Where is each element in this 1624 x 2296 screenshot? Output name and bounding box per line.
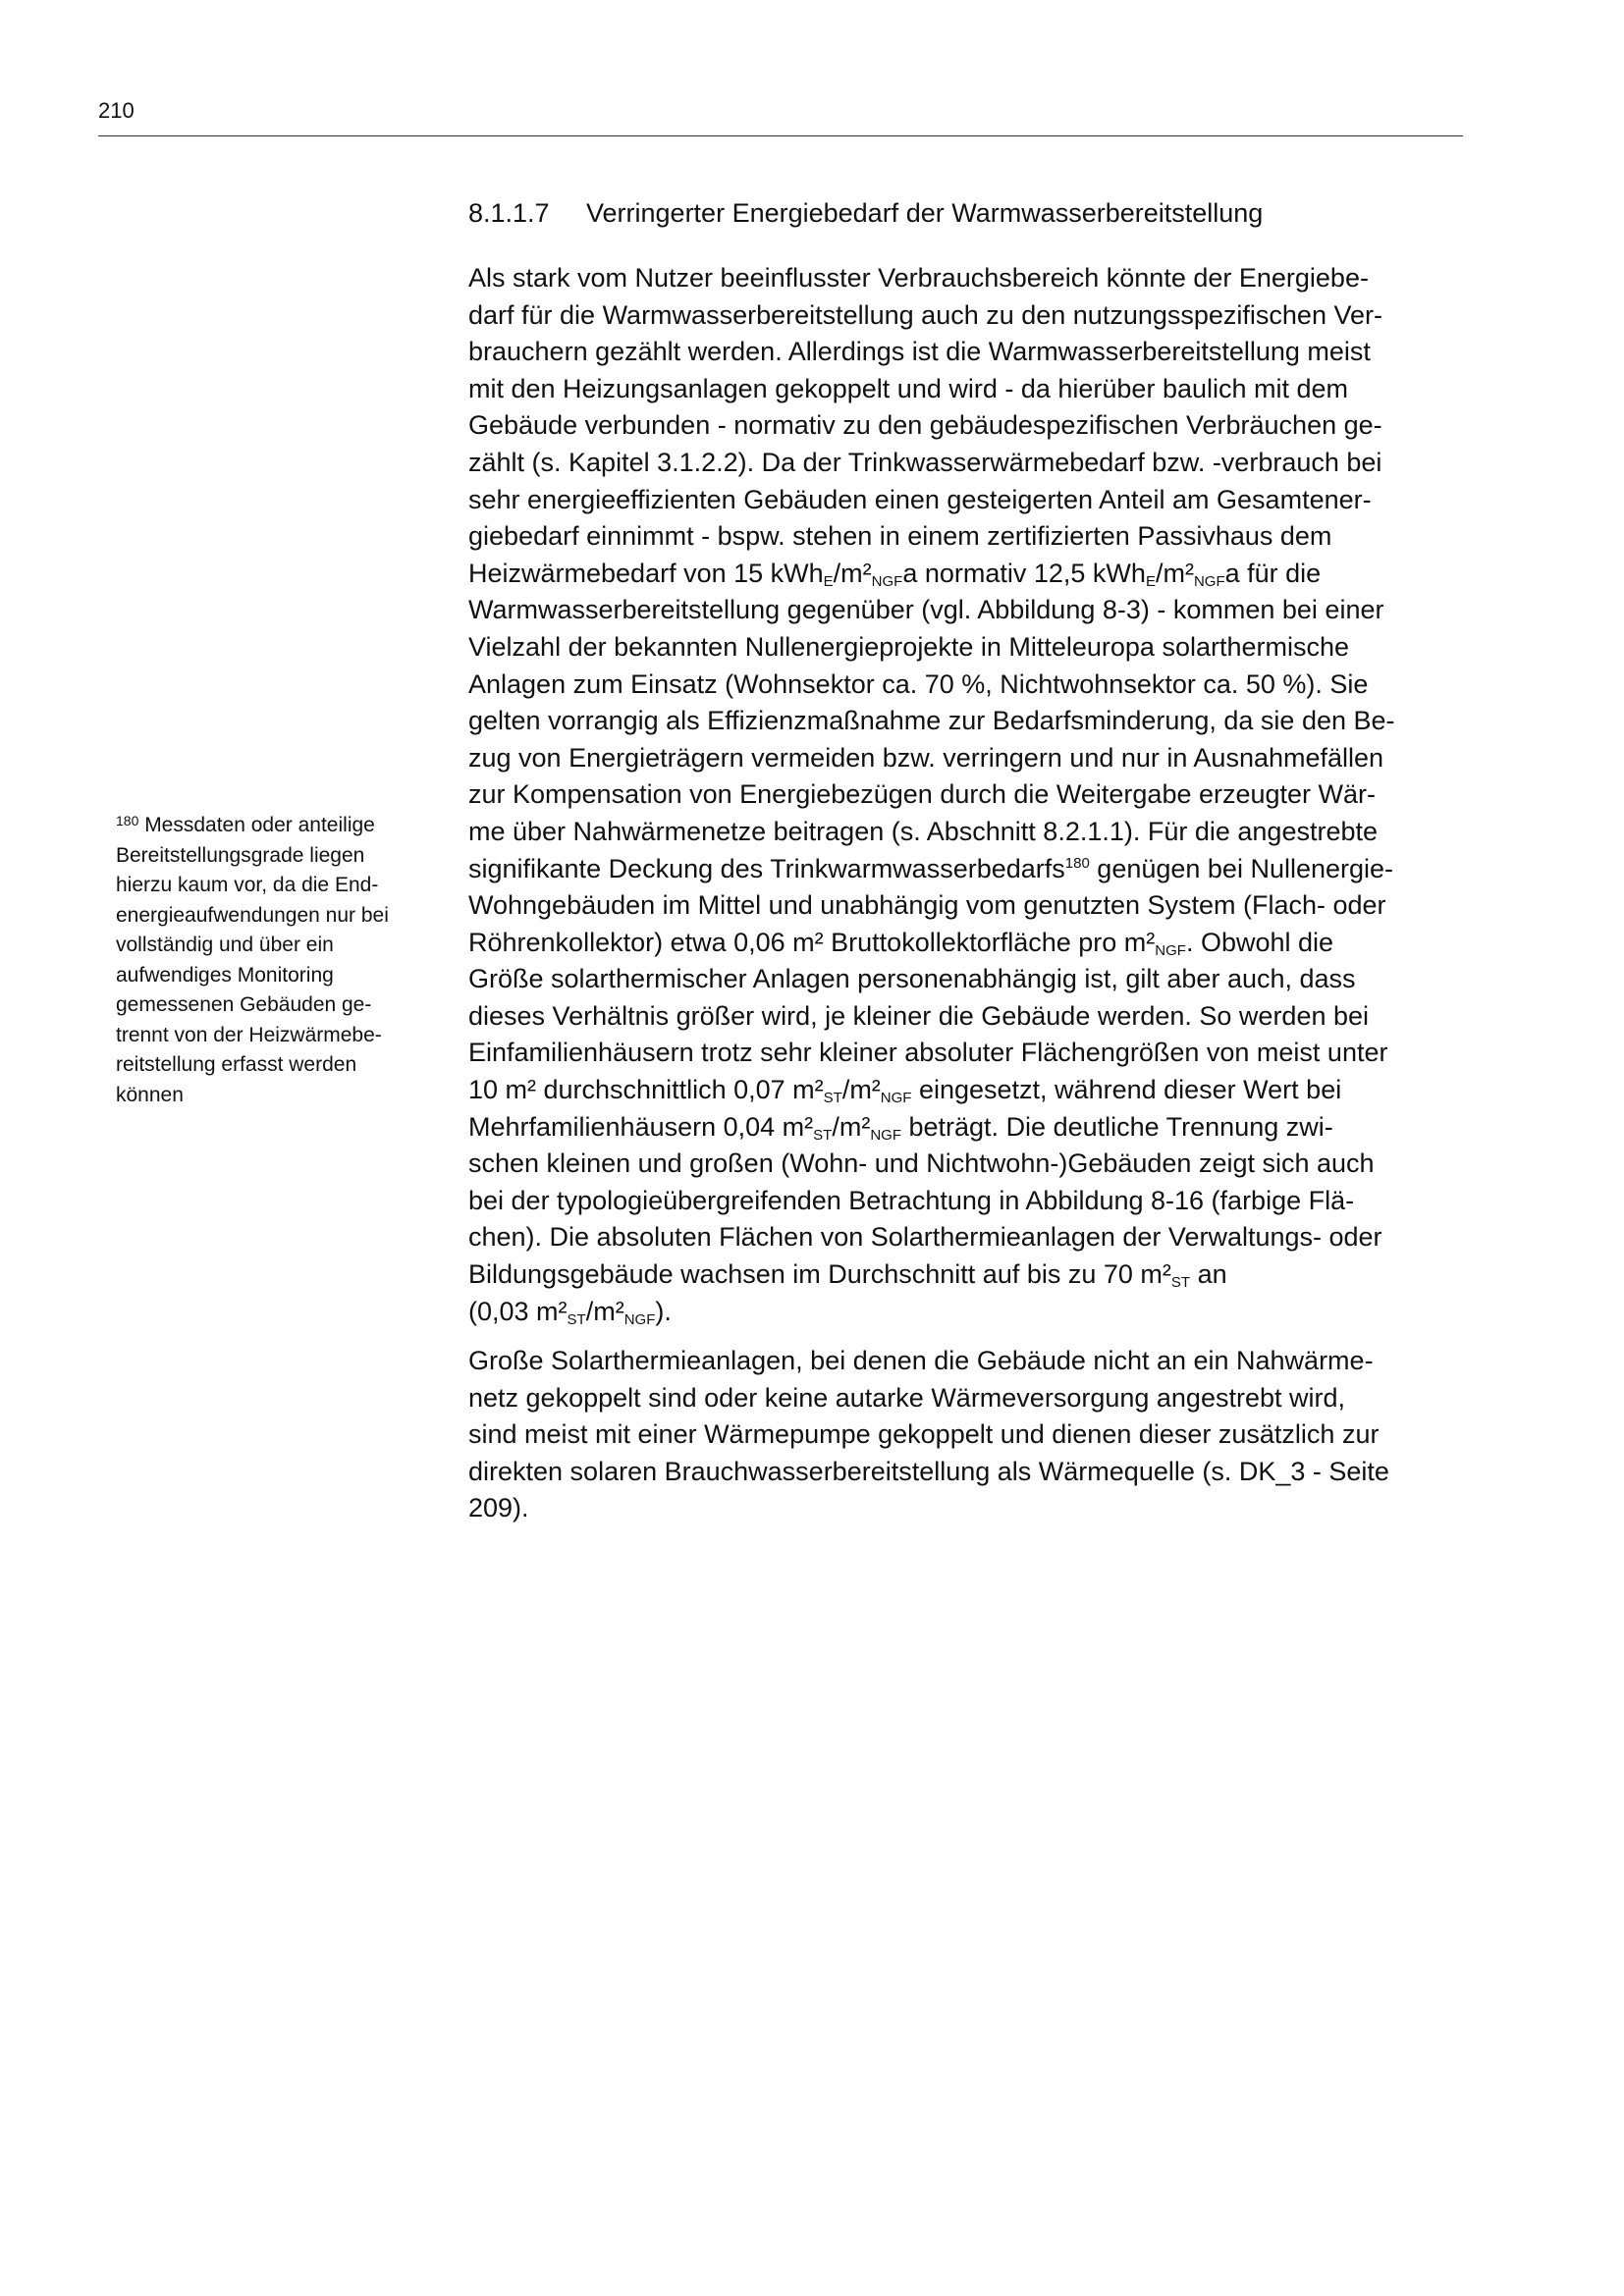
text-line: giebedarf einnimmt - bspw. stehen in einem zertifizierten Passivhaus dem <box>468 521 1332 552</box>
text-line: Mehrfamilienhäusern 0,04 $m^2_{ST}/m^2_{NGF}$ beträgt. Die deutliche Trennung zwi- <box>468 1111 1333 1144</box>
text-line: me über Nahwärmenetze beitragen (s. Abschnitt 8.2.1.1). Für die angestrebte <box>468 816 1379 846</box>
text-line: mit den Heizungsanlagen gekoppelt und wird - da hierüber baulich mit dem <box>468 373 1349 403</box>
text-line: netz gekoppelt sind oder keine autarke Wärmeversorgung angestrebt wird, <box>468 1382 1345 1413</box>
footnote-line: reitstellung erfasst werden <box>116 1053 357 1076</box>
text-line: Einfamilienhäusern trotz sehr kleiner absoluter Flächengrößen von meist unter <box>468 1038 1388 1068</box>
text-line: darf für die Warmwasserbereitstellung auch zu den nutzungsspezifischen Ver- <box>468 299 1382 330</box>
footnote-line: energieaufwendungen nur bei <box>116 903 389 927</box>
text-line: Wohngebäuden im Mittel und unabhängig vom genutzten System (Flach- oder <box>468 890 1386 921</box>
text-line: schen kleinen und großen (Wohn- und Nichtwohn-)Gebäuden zeigt sich auch <box>468 1148 1375 1179</box>
text-line: 209). <box>468 1493 529 1523</box>
text-line: gelten vorrangig als Effizienzmaßnahme zur Bedarfsminderung, da sie den Be- <box>468 706 1395 736</box>
header-rule <box>98 135 1463 136</box>
text-line: Als stark vom Nutzer beeinflusster Verbrauchsbereich könnte der Energiebe- <box>468 263 1369 293</box>
footnote-line: hierzu kaum vor, da die End- <box>116 874 379 896</box>
text-line: Bildungsgebäude wachsen im Durchschnitt auf bis zu 70 $m^2_{ST}$ an <box>468 1259 1227 1292</box>
footnote-line: aufwendiges Monitoring <box>116 963 334 987</box>
footnote-reference: 180 <box>1064 854 1090 872</box>
footnote-180 <box>116 811 430 1110</box>
text-line: bei der typologieübergreifenden Betrachtung in Abbildung 8-16 (farbige Flä- <box>468 1185 1355 1215</box>
footnote-line: trennt von der Heizwärmebe- <box>116 1023 382 1046</box>
text-line: signifikante Deckung des Trinkwarmwasserbedarfs$^{180}$ genügen bei Nullenergie- <box>468 853 1394 883</box>
text-line: Röhrenkollektor) etwa 0,06 m² Bruttokollektorfläche pro $m^2_{NGF}$. Obwohl die <box>468 927 1334 959</box>
text-line: (0,03 $m^2_{ST}/m^2_{NGF}$). <box>468 1296 672 1328</box>
text-line: Größe solarthermischer Anlagen personenabhängig ist, gilt aber auch, dass <box>468 964 1356 994</box>
text-line: Warmwasserbereitstellung gegenüber (vgl. Abbildung 8-3) - kommen bei einer <box>468 595 1384 625</box>
text-line: zug von Energieträgern vermeiden bzw. verringern und nur in Ausnahmefällen <box>468 742 1384 773</box>
footnote-line: können <box>116 1083 184 1106</box>
footnote-line: Bereitstellungsgrade liegen <box>116 843 365 867</box>
text-line: brauchern gezählt werden. Allerdings ist die Warmwasserbereitstellung meist <box>468 337 1371 367</box>
text-line: zählt (s. Kapitel 3.1.2.2). Da der Trinkwasserwärmebedarf bzw. -verbrauch bei <box>468 447 1382 477</box>
text-line: 10 m² durchschnittlich 0,07 $m^2_{ST}/m^2_{NGF}$ eingesetzt, während dieser Wert bei <box>468 1075 1342 1107</box>
page-number: 210 <box>98 98 135 123</box>
footnote-mark: 180 <box>116 813 139 828</box>
text-line: Vielzahl der bekannten Nullenergieprojekte in Mitteleuropa solarthermische <box>468 631 1350 662</box>
paragraph-2 <box>468 1343 1389 1527</box>
footnote-line: gemessenen Gebäuden ge- <box>116 993 372 1016</box>
section-heading <box>468 197 1263 229</box>
text-line: chen). Die absoluten Flächen von Solarthermieanlagen der Verwaltungs- oder <box>468 1222 1382 1253</box>
text-line: sind meist mit einer Wärmepumpe gekoppelt und dienen dieser zusätzlich zur <box>468 1419 1380 1450</box>
text-line: Anlagen zum Einsatz (Wohnsektor ca. 70 %, Nichtwohnsektor ca. 50 %). Sie <box>468 668 1369 699</box>
text-line: direkten solaren Brauchwasserbereitstellung als Wärmequelle (s. DK_3 - Seite <box>468 1456 1389 1486</box>
footnote-line: $^{180}$ Messdaten oder anteilige <box>116 813 375 836</box>
text-line: dieses Verhältnis größer wird, je kleiner die Gebäude werden. So werden bei <box>468 1000 1370 1031</box>
text-line: Gebäude verbunden - normativ zu den gebäudespezifischen Verbräuchen ge- <box>468 410 1382 441</box>
text-line: Große Solarthermieanlagen, bei denen die Gebäude nicht an ein Nahwärme- <box>468 1346 1374 1375</box>
text-line: zur Kompensation von Energiebezügen durch die Weitergabe erzeugter Wär- <box>468 779 1377 810</box>
section-number: 8.1.1.7 <box>468 198 550 228</box>
paragraph-1 <box>468 260 1395 1330</box>
text-line: sehr energieeffizienten Gebäuden einen gesteigerten Anteil am Gesamtener- <box>468 484 1372 514</box>
section-title: Verringerter Energiebedarf der Warmwasserbereitstellung <box>586 198 1264 228</box>
text-line: Heizwärmebedarf von 15 $kWh_E/m^2_{NGF}a$ normativ 12,5 $kWh_E/m^2_{NGF}a$ für die <box>468 558 1322 590</box>
footnote-line: vollständig und über ein <box>116 934 334 956</box>
